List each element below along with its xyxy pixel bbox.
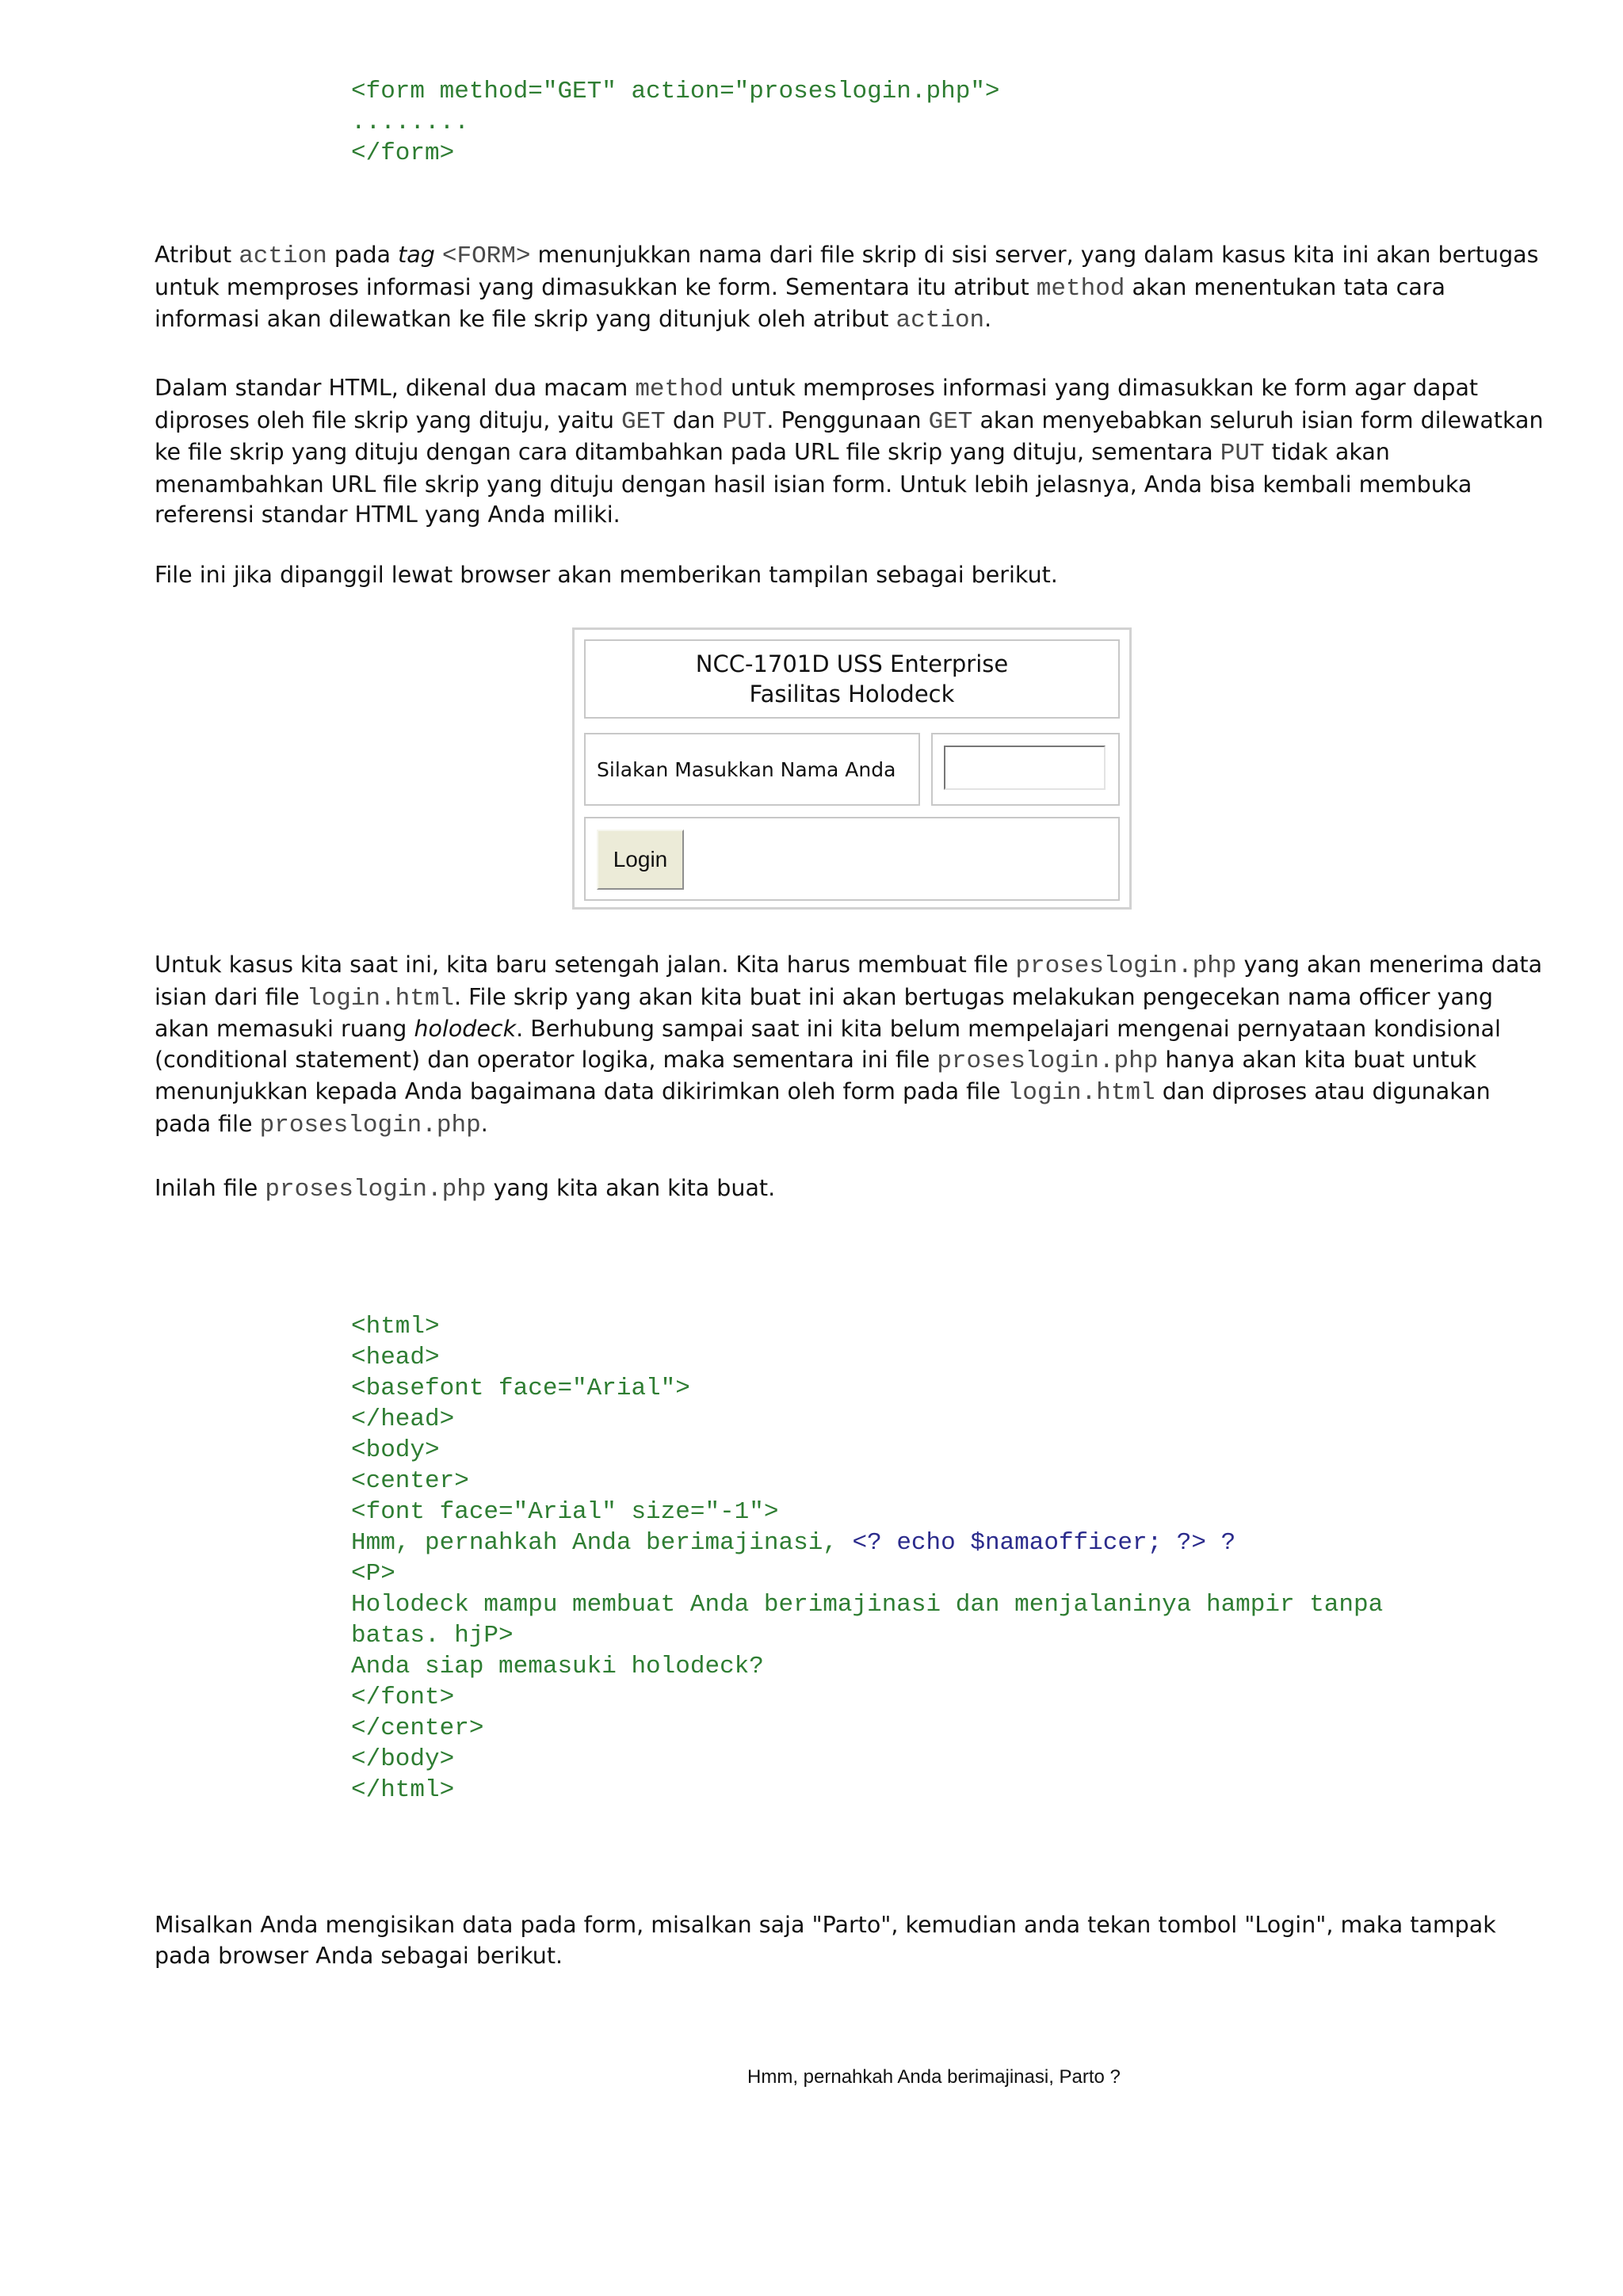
text: akan menyebabkan seluruh isian form dilewatkan ke file skrip yang dituju dengan cara ditambahkan pada URL file skrip yang dituju, sementara bbox=[155, 406, 1544, 465]
paragraph-action-attribute bbox=[155, 240, 1549, 337]
text: menunjukkan nama dari file skrip di sisi server, yang dalam kasus kita ini akan bertugas untuk memproses informasi yang dimasukkan ke form. Sementara itu atribut bbox=[155, 242, 1539, 300]
paragraph-methods bbox=[155, 373, 1549, 531]
button-cell bbox=[584, 817, 1120, 901]
text: . bbox=[480, 1110, 488, 1137]
inline-code: action bbox=[896, 307, 985, 334]
code-line: ? bbox=[1206, 1529, 1236, 1557]
code-line: </center> bbox=[351, 1714, 484, 1742]
text: Inilah file bbox=[155, 1175, 265, 1201]
result-output: Hmm, pernahkah Anda berimajinasi, Parto ? bbox=[747, 2066, 1121, 2088]
inline-code: action bbox=[239, 242, 327, 270]
italic-text: tag bbox=[398, 242, 435, 268]
inline-code: method bbox=[635, 376, 724, 403]
paragraph-file-intro bbox=[155, 1173, 1549, 1206]
text: tidak akan menambahkan URL file skrip yang dituju dengan hasil isian form. Untuk lebih jelasnya, Anda bisa kembali membuka referensi standar HTML yang Anda miliki. bbox=[155, 439, 1472, 528]
code-line: </head> bbox=[351, 1405, 455, 1433]
code-block-form bbox=[351, 76, 1000, 169]
name-input[interactable] bbox=[944, 746, 1106, 790]
code-line: Hmm, pernahkah Anda berimajinasi, bbox=[351, 1529, 853, 1557]
inline-code: PUT bbox=[1220, 440, 1265, 467]
code-line: </font> bbox=[351, 1684, 455, 1711]
code-line: <head> bbox=[351, 1344, 440, 1371]
code-block-proseslogin bbox=[351, 1311, 1383, 1806]
inline-code: proseslogin.php bbox=[265, 1176, 487, 1203]
name-input-cell bbox=[931, 733, 1120, 806]
inline-code: login.html bbox=[1007, 1079, 1155, 1107]
code-line: </html> bbox=[351, 1776, 455, 1804]
name-label: Silakan Masukkan Nama Anda bbox=[584, 733, 920, 806]
text: dan diproses atau digunakan pada file bbox=[155, 1078, 1491, 1137]
form-title-line2: Fasilitas Holodeck bbox=[749, 681, 955, 707]
inline-code: GET bbox=[621, 407, 666, 436]
text: yang kita akan kita buat. bbox=[486, 1175, 776, 1201]
code-line: Anda siap memasuki holodeck? bbox=[351, 1653, 764, 1680]
inline-code: login.html bbox=[307, 984, 455, 1013]
code-line: <body> bbox=[351, 1436, 440, 1464]
inline-code: proseslogin.php bbox=[259, 1111, 481, 1139]
text: Dalam standar HTML, dikenal dua macam bbox=[155, 375, 636, 401]
form-title-line1: NCC-1701D USS Enterprise bbox=[695, 650, 1009, 677]
form-title bbox=[584, 639, 1120, 719]
php-code: <? echo $namaofficer; ?> bbox=[852, 1529, 1206, 1557]
text: . File skrip yang akan kita buat ini akan bertugas melakukan pengecekan nama officer yang akan memasuki ruang bbox=[155, 983, 1494, 1042]
paragraph-proseslogin bbox=[155, 950, 1549, 1141]
text: pada bbox=[327, 242, 399, 268]
paragraph-example-output: Misalkan Anda mengisikan data pada form, misalkan saja "Parto", kemudian anda tekan tombol "Login", maka tampak pada browser Anda sebagai berikut. bbox=[155, 1912, 1496, 1969]
code-line: ........ bbox=[351, 109, 469, 136]
text: Atribut bbox=[155, 242, 239, 268]
paragraph-browser-view: File ini jika dipanggil lewat browser akan memberikan tampilan sebagai berikut. bbox=[155, 562, 1058, 588]
login-form-preview bbox=[572, 627, 1132, 910]
code-line: </body> bbox=[351, 1745, 455, 1773]
inline-code: proseslogin.php bbox=[937, 1047, 1159, 1075]
login-button[interactable]: Login bbox=[597, 830, 684, 890]
code-line: batas. hjP> bbox=[351, 1622, 514, 1650]
text: yang akan menerima data isian dari file bbox=[155, 952, 1543, 1010]
italic-text: holodeck bbox=[414, 1016, 517, 1042]
code-line: <font face="Arial" size="-1"> bbox=[351, 1498, 779, 1526]
text: hanya akan kita buat untuk menunjukkan kepada Anda bagaimana data dikirimkan oleh form pada file bbox=[155, 1046, 1477, 1104]
inline-code: PUT bbox=[722, 407, 767, 436]
inline-code: <FORM> bbox=[441, 242, 531, 270]
text: untuk memproses informasi yang dimasukkan ke form agar dapat diproses oleh file skrip yang dituju, yaitu bbox=[155, 375, 1479, 433]
code-line: <P> bbox=[351, 1560, 395, 1588]
inline-code: method bbox=[1036, 274, 1125, 303]
code-line: </form> bbox=[351, 139, 455, 167]
text: Untuk kasus kita saat ini, kita baru setengah jalan. Kita harus membuat file bbox=[155, 952, 1016, 978]
code-line: <center> bbox=[351, 1467, 469, 1495]
text: dan bbox=[665, 406, 723, 433]
code-line: <basefont face="Arial"> bbox=[351, 1375, 690, 1402]
inline-code: GET bbox=[928, 407, 973, 436]
text: . Berhubung sampai saat ini kita belum mempelajari mengenai pernyataan kondisional (conditional statement) dan operator logika, maka sementara ini file bbox=[155, 1016, 1501, 1073]
text bbox=[435, 242, 442, 268]
text: . bbox=[984, 306, 992, 332]
code-line: <html> bbox=[351, 1313, 440, 1341]
code-line: Holodeck mampu membuat Anda berimajinasi dan menjalaninya hampir tanpa bbox=[351, 1591, 1384, 1619]
text: . Penggunaan bbox=[766, 406, 929, 433]
text: akan menentukan tata cara informasi akan dilewatkan ke file skrip yang ditunjuk oleh atribut bbox=[155, 273, 1445, 332]
inline-code: proseslogin.php bbox=[1015, 952, 1237, 980]
code-line: <form method="GET" action="proseslogin.php"> bbox=[351, 78, 1000, 105]
